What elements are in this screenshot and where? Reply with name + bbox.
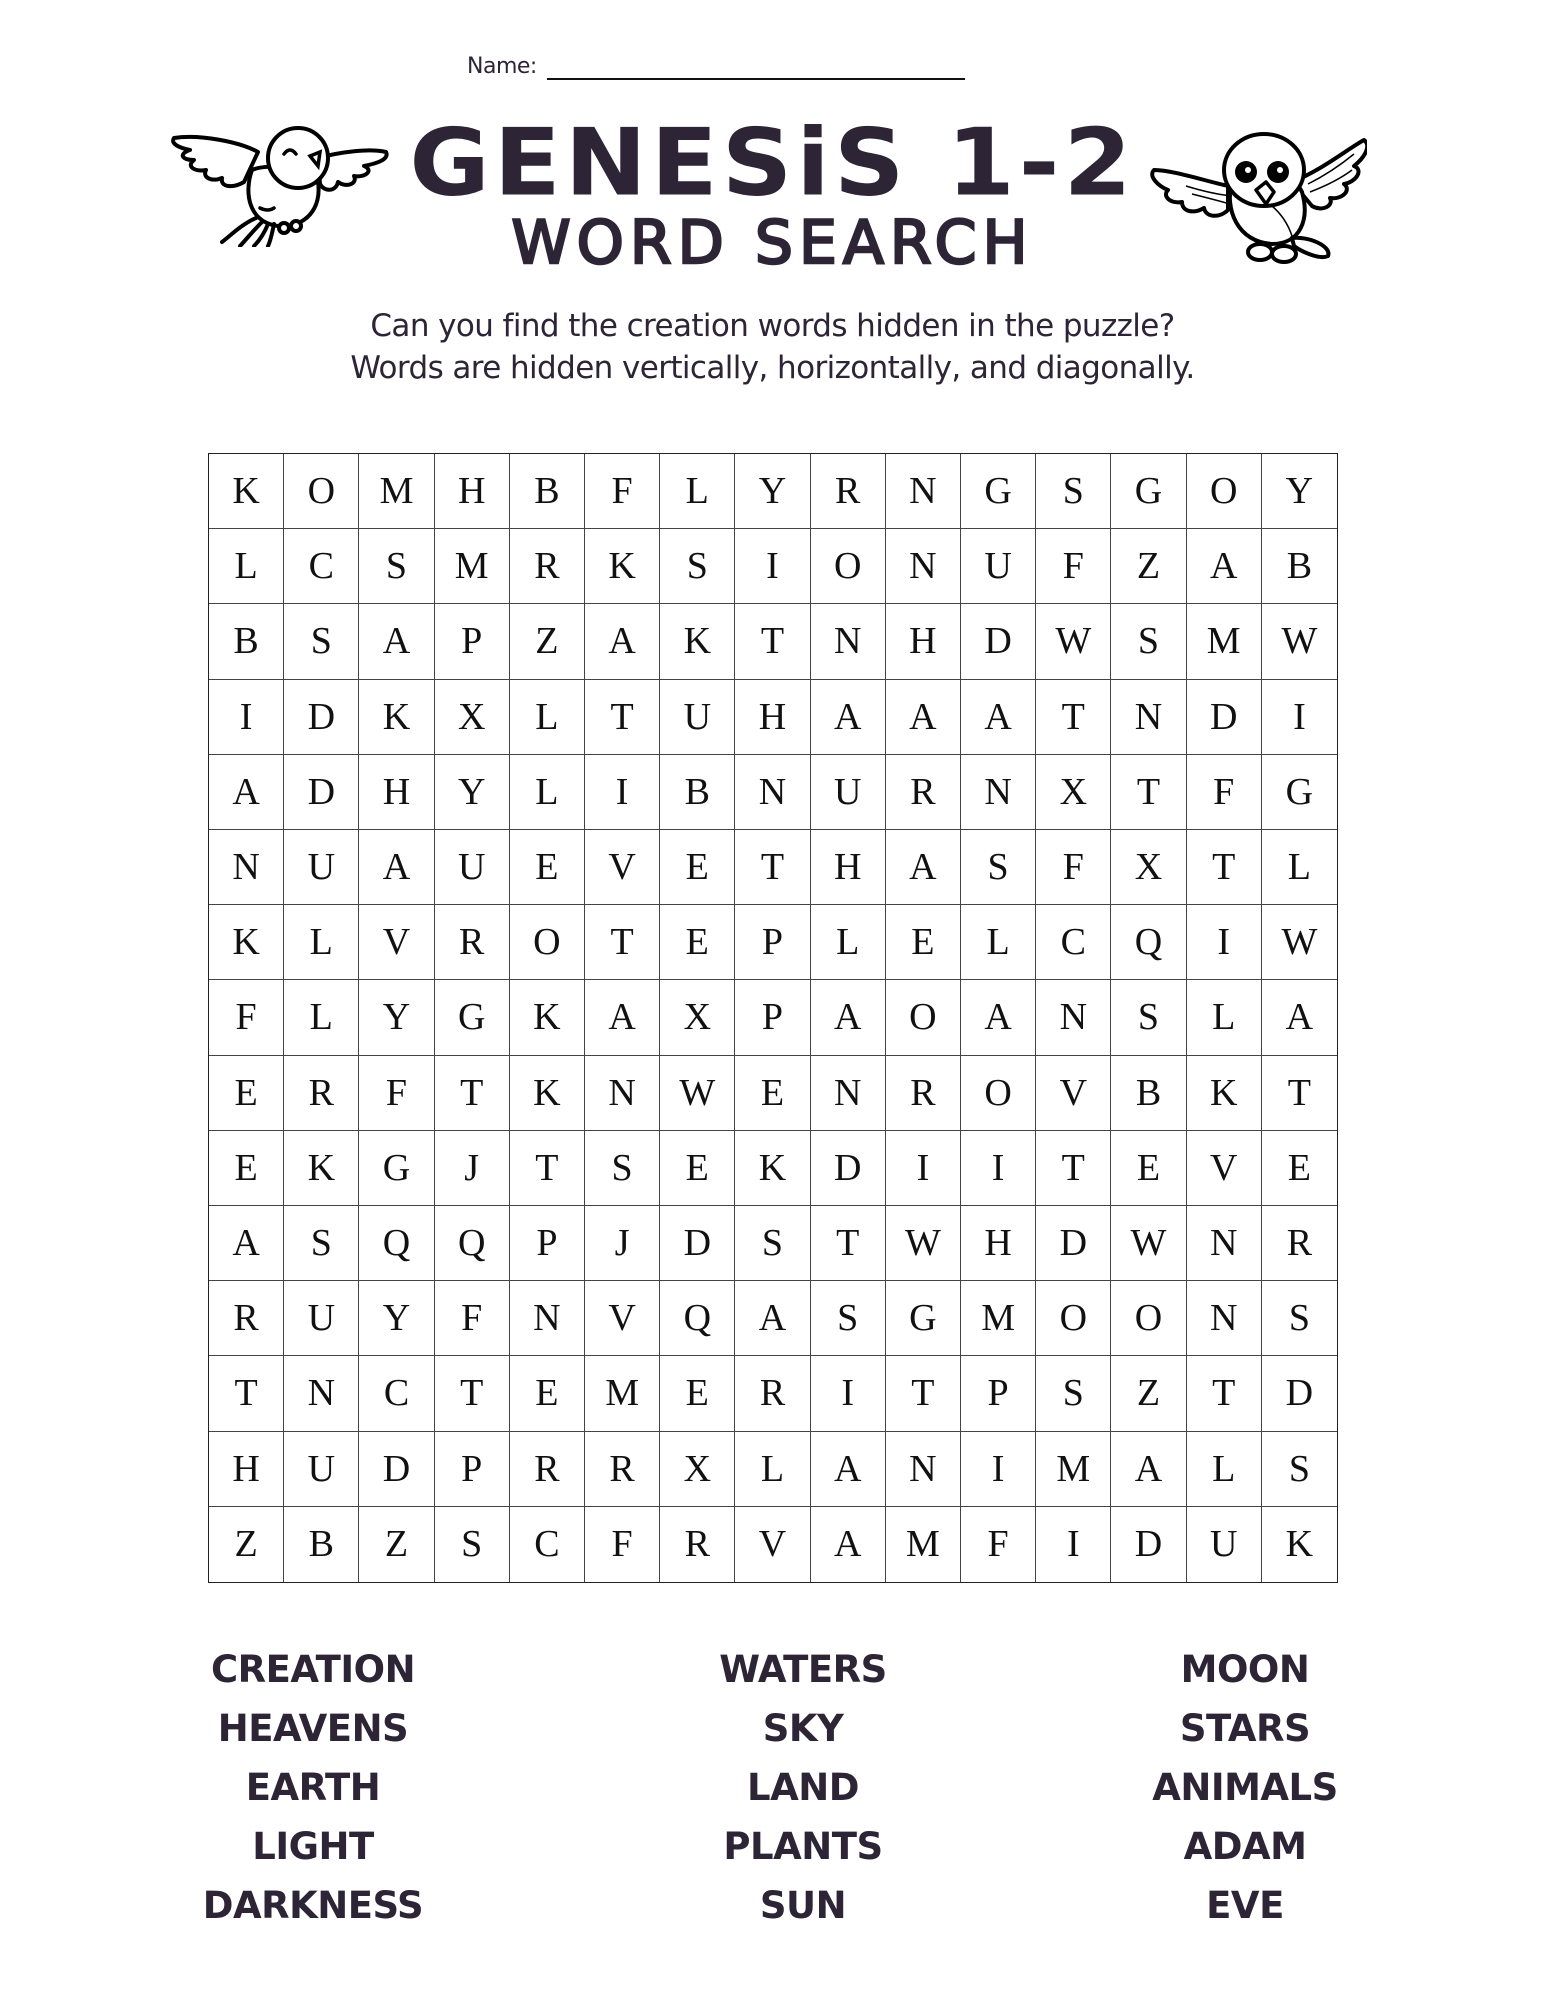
word-list-column-2 — [623, 1640, 983, 1935]
grid-cell[interactable]: Q — [1111, 905, 1186, 980]
grid-cell[interactable]: Z — [209, 1507, 284, 1582]
grid-cell[interactable]: K — [284, 1131, 359, 1206]
word-light: LIGHT — [252, 1825, 374, 1868]
grid-cell[interactable]: S — [735, 1206, 810, 1281]
grid-cell[interactable]: T — [1036, 680, 1111, 755]
grid-cell[interactable]: I — [585, 755, 660, 830]
grid-cell[interactable]: E — [660, 830, 735, 905]
grid-cell[interactable]: T — [585, 905, 660, 980]
name-field — [467, 52, 965, 82]
grid-cell[interactable]: K — [510, 1056, 585, 1131]
grid-cell[interactable]: U — [284, 830, 359, 905]
grid-cell[interactable]: P — [510, 1206, 585, 1281]
grid-cell[interactable]: C — [1036, 905, 1111, 980]
grid-cell[interactable]: H — [435, 454, 510, 529]
instructions-line-2: Words are hidden vertically, horizontally, and diagonally. — [350, 350, 1195, 386]
grid-cell[interactable]: N — [510, 1281, 585, 1356]
grid-cell[interactable]: S — [359, 529, 434, 604]
grid-cell[interactable]: Q — [359, 1206, 434, 1281]
grid-cell[interactable]: W — [1111, 1206, 1186, 1281]
grid-cell[interactable]: N — [1187, 1281, 1262, 1356]
grid-cell[interactable]: D — [1036, 1206, 1111, 1281]
grid-cell[interactable]: T — [1111, 755, 1186, 830]
name-label: Name: — [467, 54, 537, 79]
grid-cell[interactable]: S — [811, 1281, 886, 1356]
grid-cell[interactable]: Q — [435, 1206, 510, 1281]
grid-cell[interactable]: P — [735, 980, 810, 1055]
grid-cell[interactable]: T — [1262, 1056, 1337, 1131]
grid-cell[interactable]: L — [1187, 980, 1262, 1055]
grid-cell[interactable]: P — [961, 1356, 1036, 1431]
grid-cell[interactable]: A — [811, 1507, 886, 1582]
grid-cell[interactable]: B — [1111, 1056, 1186, 1131]
grid-cell[interactable]: P — [435, 1432, 510, 1507]
grid-cell[interactable]: N — [209, 830, 284, 905]
grid-cell[interactable]: L — [209, 529, 284, 604]
grid-cell[interactable]: I — [811, 1356, 886, 1431]
word-land: LAND — [747, 1766, 859, 1809]
grid-cell[interactable]: L — [510, 755, 585, 830]
grid-cell[interactable]: R — [284, 1056, 359, 1131]
grid-cell[interactable]: K — [510, 980, 585, 1055]
grid-cell[interactable]: L — [284, 980, 359, 1055]
grid-cell[interactable]: X — [435, 680, 510, 755]
grid-cell[interactable]: U — [435, 830, 510, 905]
grid-cell[interactable]: K — [735, 1131, 810, 1206]
grid-cell[interactable]: S — [284, 1206, 359, 1281]
word-sun: SUN — [759, 1884, 847, 1927]
grid-cell[interactable]: E — [209, 1131, 284, 1206]
grid-cell[interactable]: T — [1187, 830, 1262, 905]
grid-cell[interactable]: M — [961, 1281, 1036, 1356]
grid-cell[interactable]: V — [585, 1281, 660, 1356]
grid-cell[interactable]: D — [660, 1206, 735, 1281]
grid-cell[interactable]: K — [209, 905, 284, 980]
word-sky: SKY — [762, 1707, 844, 1750]
grid-cell[interactable]: U — [961, 529, 1036, 604]
grid-cell[interactable]: Z — [1111, 1356, 1186, 1431]
grid-cell[interactable]: U — [284, 1432, 359, 1507]
grid-cell[interactable]: T — [1187, 1356, 1262, 1431]
grid-cell[interactable]: L — [1262, 830, 1337, 905]
grid-cell[interactable]: M — [886, 1507, 961, 1582]
grid-cell[interactable]: R — [886, 755, 961, 830]
grid-cell[interactable]: B — [660, 755, 735, 830]
word-animals: ANIMALS — [1152, 1766, 1338, 1809]
grid-cell[interactable]: Z — [359, 1507, 434, 1582]
grid-cell[interactable]: S — [284, 604, 359, 679]
word-plants: PLANTS — [723, 1825, 883, 1868]
grid-cell[interactable]: A — [1187, 529, 1262, 604]
grid-cell[interactable]: D — [284, 755, 359, 830]
grid-cell[interactable]: I — [1036, 1507, 1111, 1582]
grid-cell[interactable]: P — [735, 905, 810, 980]
grid-cell[interactable]: F — [585, 454, 660, 529]
grid-cell[interactable]: C — [359, 1356, 434, 1431]
grid-cell[interactable]: G — [359, 1131, 434, 1206]
grid-cell[interactable]: S — [1262, 1281, 1337, 1356]
grid-cell[interactable]: V — [1036, 1056, 1111, 1131]
grid-cell[interactable]: O — [284, 454, 359, 529]
grid-cell[interactable]: I — [961, 1432, 1036, 1507]
grid-cell[interactable]: R — [510, 529, 585, 604]
grid-cell[interactable]: U — [284, 1281, 359, 1356]
grid-cell[interactable]: E — [735, 1056, 810, 1131]
grid-cell[interactable]: T — [735, 604, 810, 679]
grid-cell[interactable]: A — [961, 680, 1036, 755]
grid-cell[interactable]: H — [811, 830, 886, 905]
grid-cell[interactable]: D — [1187, 680, 1262, 755]
grid-cell[interactable]: Y — [735, 454, 810, 529]
grid-cell[interactable]: A — [209, 755, 284, 830]
grid-cell[interactable]: S — [1111, 980, 1186, 1055]
grid-cell[interactable]: S — [660, 529, 735, 604]
grid-cell[interactable]: E — [886, 905, 961, 980]
grid-cell[interactable]: H — [961, 1206, 1036, 1281]
grid-cell[interactable]: O — [1111, 1281, 1186, 1356]
grid-cell[interactable]: I — [209, 680, 284, 755]
grid-cell[interactable]: E — [209, 1056, 284, 1131]
grid-cell[interactable]: I — [961, 1131, 1036, 1206]
grid-cell[interactable]: F — [1187, 755, 1262, 830]
grid-cell[interactable]: X — [1036, 755, 1111, 830]
grid-cell[interactable]: L — [811, 905, 886, 980]
instructions — [0, 305, 1545, 389]
grid-cell[interactable]: N — [886, 529, 961, 604]
grid-cell[interactable]: V — [585, 830, 660, 905]
word-creation: CREATION — [210, 1648, 416, 1691]
grid-cell[interactable]: G — [1262, 755, 1337, 830]
grid-cell[interactable]: H — [886, 604, 961, 679]
word-moon: MOON — [1180, 1648, 1310, 1691]
grid-cell[interactable]: M — [1187, 604, 1262, 679]
grid-cell[interactable]: A — [886, 830, 961, 905]
grid-cell[interactable]: E — [1262, 1131, 1337, 1206]
word-heavens: HEAVENS — [217, 1707, 409, 1750]
grid-cell[interactable]: S — [435, 1507, 510, 1582]
grid-cell[interactable]: S — [585, 1131, 660, 1206]
grid-cell[interactable]: X — [660, 980, 735, 1055]
grid-cell[interactable]: M — [435, 529, 510, 604]
grid-cell[interactable]: R — [811, 454, 886, 529]
grid-cell[interactable]: D — [359, 1432, 434, 1507]
grid-cell[interactable]: G — [961, 454, 1036, 529]
grid-cell[interactable]: G — [1111, 454, 1186, 529]
grid-cell[interactable]: T — [585, 680, 660, 755]
grid-cell[interactable]: A — [735, 1281, 810, 1356]
grid-cell[interactable]: F — [585, 1507, 660, 1582]
grid-cell[interactable]: T — [1036, 1131, 1111, 1206]
grid-cell[interactable]: N — [886, 1432, 961, 1507]
grid-cell[interactable]: K — [1285, 1523, 1314, 1566]
grid-cell[interactable]: S — [1036, 454, 1111, 529]
grid-cell[interactable]: N — [1111, 680, 1186, 755]
grid-cell[interactable]: W — [886, 1206, 961, 1281]
grid-cell[interactable]: N — [961, 755, 1036, 830]
grid-cell[interactable]: L — [735, 1432, 810, 1507]
word-waters: WATERS — [719, 1648, 887, 1691]
grid-cell[interactable]: X — [1111, 830, 1186, 905]
grid-cell[interactable]: U — [811, 755, 886, 830]
grid-cell[interactable]: T — [435, 1056, 510, 1131]
grid-cell[interactable]: E — [660, 1356, 735, 1431]
grid-cell[interactable]: W — [1262, 604, 1337, 679]
grid-cell[interactable]: A — [811, 680, 886, 755]
grid-cell[interactable]: G — [886, 1281, 961, 1356]
grid-cell[interactable]: R — [510, 1432, 585, 1507]
grid-cell[interactable]: I — [1187, 905, 1262, 980]
grid-cell[interactable]: A — [811, 980, 886, 1055]
grid-cell[interactable]: T — [510, 1131, 585, 1206]
grid-cell[interactable]: N — [811, 604, 886, 679]
word-list-column-1 — [133, 1640, 493, 1935]
grid-cell[interactable]: E — [510, 1356, 585, 1431]
grid-cell[interactable]: M — [359, 454, 434, 529]
grid-cell[interactable]: K — [359, 680, 434, 755]
grid-cell[interactable]: N — [735, 755, 810, 830]
grid-cell[interactable]: L — [961, 905, 1036, 980]
grid-cell[interactable]: F — [1036, 830, 1111, 905]
grid-cell[interactable]: F — [359, 1056, 434, 1131]
grid-cell[interactable]: W — [1036, 604, 1111, 679]
grid-cell[interactable]: U — [1187, 1507, 1262, 1582]
grid-cell[interactable]: E — [660, 1131, 735, 1206]
grid-cell[interactable]: T — [735, 830, 810, 905]
grid-cell[interactable]: G — [435, 980, 510, 1055]
grid-cell[interactable]: M — [585, 1356, 660, 1431]
grid-cell[interactable]: W — [1262, 905, 1337, 980]
grid-cell[interactable]: L — [284, 905, 359, 980]
grid-cell[interactable]: F — [435, 1281, 510, 1356]
word-eve: EVE — [1206, 1884, 1284, 1927]
grid-cell[interactable]: X — [660, 1432, 735, 1507]
grid-cell[interactable]: I — [1262, 680, 1337, 755]
grid-cell[interactable]: D — [811, 1131, 886, 1206]
grid-cell[interactable]: R — [660, 1507, 735, 1582]
grid-cell[interactable]: O — [811, 529, 886, 604]
grid-cell[interactable]: N — [886, 454, 961, 529]
grid-cell[interactable]: H — [735, 680, 810, 755]
grid-cell[interactable]: N — [585, 1056, 660, 1131]
grid-cell[interactable]: H — [359, 755, 434, 830]
grid-cell[interactable]: K — [585, 529, 660, 604]
grid-cell[interactable]: L — [510, 680, 585, 755]
grid-cell[interactable]: A — [359, 604, 434, 679]
word-list-column-3 — [1065, 1640, 1425, 1935]
name-blank-line[interactable] — [547, 78, 965, 80]
grid-cell[interactable]: R — [735, 1356, 810, 1431]
grid-cell[interactable]: O — [1036, 1281, 1111, 1356]
grid-cell[interactable]: S — [1036, 1356, 1111, 1431]
grid-cell[interactable]: D — [1111, 1507, 1186, 1582]
grid-cell[interactable]: F — [209, 980, 284, 1055]
grid-cell[interactable]: F — [961, 1507, 1036, 1582]
grid-cell[interactable]: S — [961, 830, 1036, 905]
grid-cell[interactable]: Q — [660, 1281, 735, 1356]
grid-cell[interactable]: Y — [1262, 454, 1337, 529]
grid-cell[interactable]: U — [660, 680, 735, 755]
grid-cell[interactable]: A — [359, 830, 434, 905]
grid-cell[interactable]: B — [209, 604, 284, 679]
grid-cell[interactable]: I — [735, 529, 810, 604]
grid-cell[interactable]: R — [209, 1281, 284, 1356]
grid-cell[interactable]: H — [209, 1432, 284, 1507]
grid-cell[interactable]: Y — [435, 755, 510, 830]
grid-cell[interactable]: T — [209, 1356, 284, 1431]
grid-cell[interactable]: A — [585, 980, 660, 1055]
grid-cell[interactable]: O — [1187, 454, 1262, 529]
grid-cell[interactable]: O — [961, 1056, 1036, 1131]
grid-cell[interactable]: N — [284, 1356, 359, 1431]
grid-cell[interactable]: L — [660, 454, 735, 529]
grid-cell[interactable]: D — [1262, 1356, 1337, 1431]
grid-cell[interactable]: J — [435, 1131, 510, 1206]
word-stars: STARS — [1179, 1707, 1311, 1750]
grid-cell[interactable]: A — [961, 980, 1036, 1055]
grid-cell[interactable]: V — [1187, 1131, 1262, 1206]
word-list — [0, 1640, 1545, 1940]
instructions-line-1: Can you find the creation words hidden in the puzzle? — [370, 308, 1175, 344]
word-earth: EARTH — [245, 1766, 381, 1809]
grid-cell[interactable]: A — [1111, 1432, 1186, 1507]
grid-cell[interactable]: R — [886, 1056, 961, 1131]
grid-cell[interactable]: N — [1187, 1206, 1262, 1281]
grid-cell[interactable]: J — [585, 1206, 660, 1281]
grid-cell[interactable]: S — [1111, 604, 1186, 679]
grid-cell[interactable]: E — [510, 830, 585, 905]
word-adam: ADAM — [1183, 1825, 1307, 1868]
grid-cell[interactable]: M — [1036, 1432, 1111, 1507]
grid-cell[interactable]: E — [660, 905, 735, 980]
grid-cell[interactable]: E — [1111, 1131, 1186, 1206]
grid-cell[interactable]: T — [811, 1206, 886, 1281]
grid-cell[interactable]: F — [1036, 529, 1111, 604]
grid-cell[interactable]: Y — [359, 1281, 434, 1356]
grid-cell[interactable]: Z — [510, 604, 585, 679]
grid-cell[interactable]: A — [209, 1206, 284, 1281]
grid-cell[interactable]: C — [510, 1507, 585, 1582]
grid-cell[interactable]: A — [585, 604, 660, 679]
bird-icon — [1132, 120, 1367, 270]
grid-cell[interactable]: B — [1262, 529, 1337, 604]
grid-cell[interactable]: D — [284, 680, 359, 755]
grid-cell[interactable]: I — [886, 1131, 961, 1206]
grid-cell[interactable]: A — [1262, 980, 1337, 1055]
page-subtitle: WORD SEARCH — [511, 208, 1034, 278]
grid-cell[interactable]: B — [510, 454, 585, 529]
grid-cell[interactable]: O — [886, 980, 961, 1055]
grid-cell[interactable]: N — [1036, 980, 1111, 1055]
grid-cell[interactable]: R — [1262, 1206, 1337, 1281]
grid-cell[interactable]: Z — [1111, 529, 1186, 604]
grid-cell[interactable]: V — [735, 1507, 810, 1582]
grid-cell[interactable]: T — [435, 1356, 510, 1431]
grid-cell[interactable]: T — [886, 1356, 961, 1431]
grid-cell[interactable]: S — [1262, 1432, 1337, 1507]
grid-cell[interactable]: W — [660, 1056, 735, 1131]
page-title: GENESiS 1-2 — [409, 108, 1136, 218]
grid-cell[interactable]: C — [284, 529, 359, 604]
grid-cell[interactable]: R — [585, 1432, 660, 1507]
grid-cell[interactable]: B — [284, 1507, 359, 1582]
word-darkness: DARKNESS — [202, 1884, 424, 1927]
grid-cell[interactable]: N — [811, 1056, 886, 1131]
word-search-grid — [208, 453, 1338, 1583]
grid-cell[interactable]: Y — [359, 980, 434, 1055]
grid-cell[interactable]: D — [961, 604, 1036, 679]
grid-cell[interactable]: A — [811, 1432, 886, 1507]
grid-cell[interactable]: L — [1187, 1432, 1262, 1507]
grid-cell[interactable]: K — [1187, 1056, 1262, 1131]
grid-cell[interactable]: O — [510, 905, 585, 980]
grid-cell[interactable]: R — [435, 905, 510, 980]
grid-cell[interactable]: P — [435, 604, 510, 679]
grid-cell[interactable]: K — [209, 454, 284, 529]
grid-cell[interactable]: V — [359, 905, 434, 980]
grid-cell[interactable]: K — [660, 604, 735, 679]
grid-cell[interactable]: A — [886, 680, 961, 755]
